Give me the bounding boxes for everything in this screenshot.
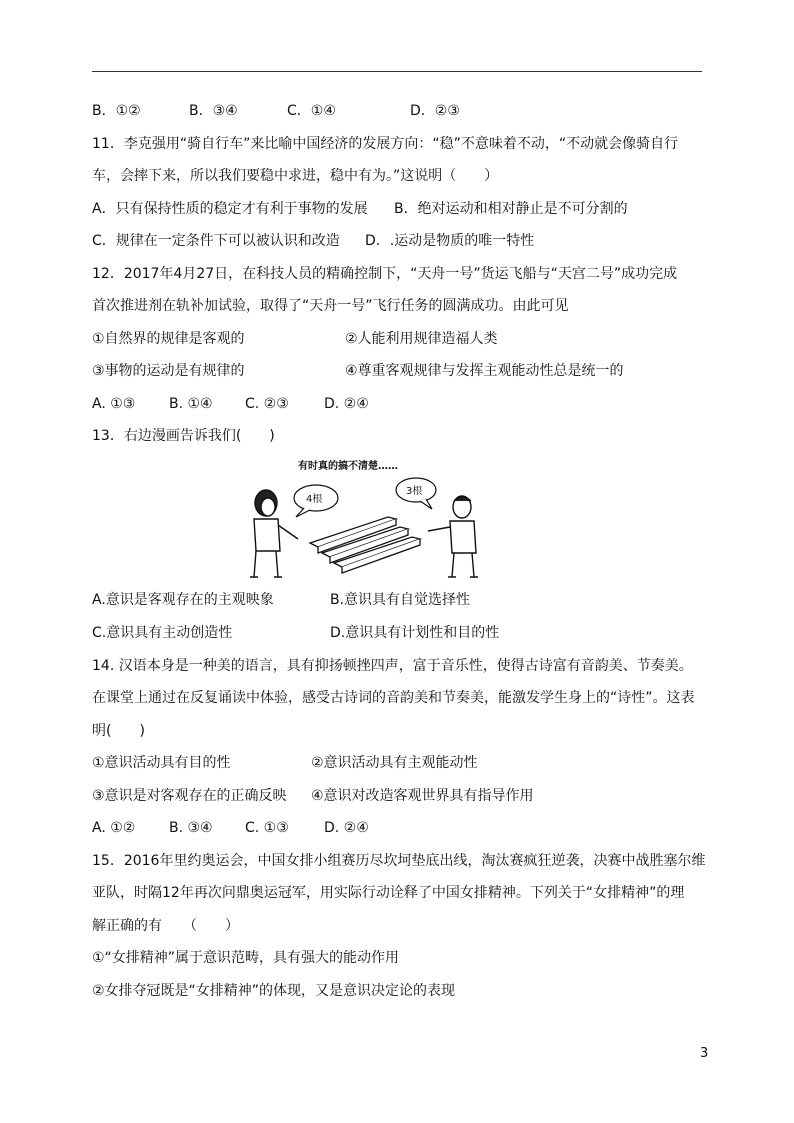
q14-statement-2: ②意识活动具有主观能动性 bbox=[311, 755, 478, 771]
left-person bbox=[250, 490, 298, 577]
q13-cartoon bbox=[240, 455, 500, 580]
left-bubble-text: 4根 bbox=[306, 494, 323, 505]
q14-option-a: A. ①② bbox=[92, 820, 136, 836]
q14-options bbox=[92, 818, 369, 838]
ambiguous-bars bbox=[310, 517, 420, 573]
q15-statement-2: ②女排夺冠既是“女排精神”的体现，又是意识决定论的表现 bbox=[92, 983, 456, 999]
q14-statement-4: ④意识对改造客观世界具有指导作用 bbox=[311, 788, 534, 804]
q13-option-b: B.意识具有自觉选择性 bbox=[330, 592, 471, 608]
cartoon-illustration bbox=[240, 455, 500, 580]
option-d: D．②③ bbox=[410, 103, 460, 119]
option-b1: B．①② bbox=[92, 103, 141, 119]
page-number: 3 bbox=[700, 1046, 709, 1061]
q12-statement-1: ①自然界的规律是客观的 bbox=[92, 331, 245, 347]
q11-option-b: B．绝对运动和相对静止是不可分割的 bbox=[394, 201, 628, 217]
q11-option-c: C．规律在一定条件下可以被认识和改造 bbox=[92, 233, 340, 249]
q14-option-c: C. ①③ bbox=[245, 820, 289, 836]
q12-option-b: B. ①④ bbox=[169, 396, 213, 412]
q12-stem-line2: 首次推进剂在轨补加试验，取得了“天舟一号”飞行任务的圆满成功。由此可见 bbox=[92, 298, 569, 314]
q14-statement-1: ①意识活动具有目的性 bbox=[92, 755, 231, 771]
q15-statement-1: ①“女排精神”属于意识范畴，具有强大的能动作用 bbox=[92, 950, 400, 966]
q14-option-b: B. ③④ bbox=[169, 820, 213, 836]
right-speech-bubble bbox=[396, 478, 436, 509]
q14-stem-line3: 明( ) bbox=[92, 723, 145, 739]
q12-statements-12 bbox=[92, 329, 498, 349]
q12-statement-3: ③事物的运动是有规律的 bbox=[92, 363, 245, 379]
prev-question-options bbox=[92, 101, 460, 121]
q14-stem-line1: 14. 汉语本身是一种美的语言，具有抑扬顿挫四声，富于音乐性，使得古诗富有音韵美、节奏美。 bbox=[92, 658, 693, 674]
q11-option-d: D．.运动是物质的唯一特性 bbox=[365, 233, 535, 249]
q11-option-a: A．只有保持性质的稳定才有利于事物的发展 bbox=[92, 201, 368, 217]
q14-statements-34 bbox=[92, 786, 534, 806]
left-speech-bubble bbox=[294, 485, 338, 517]
q13-option-d: D.意识具有计划性和目的性 bbox=[330, 625, 500, 641]
right-person bbox=[428, 496, 478, 577]
q11-stem-line2: 车，会摔下来，所以我们要稳中求进，稳中有为。”这说明（ ） bbox=[92, 168, 499, 184]
q14-statement-3: ③意识是对客观存在的正确反映 bbox=[92, 788, 287, 804]
q13-option-a: A.意识是客观存在的主观映象 bbox=[92, 592, 274, 608]
q12-statement-4: ④尊重客观规律与发挥主观能动性总是统一的 bbox=[345, 363, 624, 379]
option-b2: B．③④ bbox=[189, 103, 238, 119]
q12-statements-34 bbox=[92, 361, 624, 381]
right-bubble-text: 3根 bbox=[406, 486, 423, 497]
q13-option-c: C.意识具有主动创造性 bbox=[92, 625, 233, 641]
q13-options-cd bbox=[92, 623, 500, 643]
option-c: C．①④ bbox=[287, 103, 336, 119]
q11-stem-line1: 11．李克强用“骑自行车”来比喻中国经济的发展方向：“稳”不意味着不动，“不动就会像骑自行 bbox=[92, 136, 679, 152]
q12-option-c: C. ②③ bbox=[245, 396, 289, 412]
q14-statements-12 bbox=[92, 753, 478, 773]
q12-option-a: A. ①③ bbox=[92, 396, 136, 412]
q12-options bbox=[92, 394, 369, 414]
q11-options-ab bbox=[92, 199, 628, 219]
q15-stem-line1: 15．2016年里约奥运会，中国女排小组赛历尽坎坷垫底出线，淘汰赛疯狂逆袭，决赛中战胜塞尔维 bbox=[92, 853, 706, 869]
q12-stem-line1: 12．2017年4月27日，在科技人员的精确控制下，“天舟一号”货运飞船与“天宫二号”成功完成 bbox=[92, 266, 678, 282]
q12-statement-2: ②人能利用规律造福人类 bbox=[345, 331, 498, 347]
q15-stem-line2: 亚队，时隔12年再次问鼎奥运冠军，用实际行动诠释了中国女排精神。下列关于“女排精神”的理 bbox=[92, 885, 685, 901]
q14-stem-line2: 在课堂上通过在反复诵读中体验，感受古诗词的音韵美和节奏美，能激发学生身上的“诗性”。这表 bbox=[92, 690, 695, 706]
q14-option-d: D. ②④ bbox=[324, 820, 369, 836]
q13-stem: 13．右边漫画告诉我们( ) bbox=[92, 428, 275, 444]
header-rule bbox=[92, 71, 702, 72]
q15-stem-line3: 解正确的有 （ ） bbox=[92, 918, 239, 934]
q11-options-cd bbox=[92, 231, 535, 251]
q12-option-d: D. ②④ bbox=[324, 396, 369, 412]
q13-options-ab bbox=[92, 590, 471, 610]
cartoon-title: 有时真的搞不清楚…… bbox=[298, 461, 398, 472]
